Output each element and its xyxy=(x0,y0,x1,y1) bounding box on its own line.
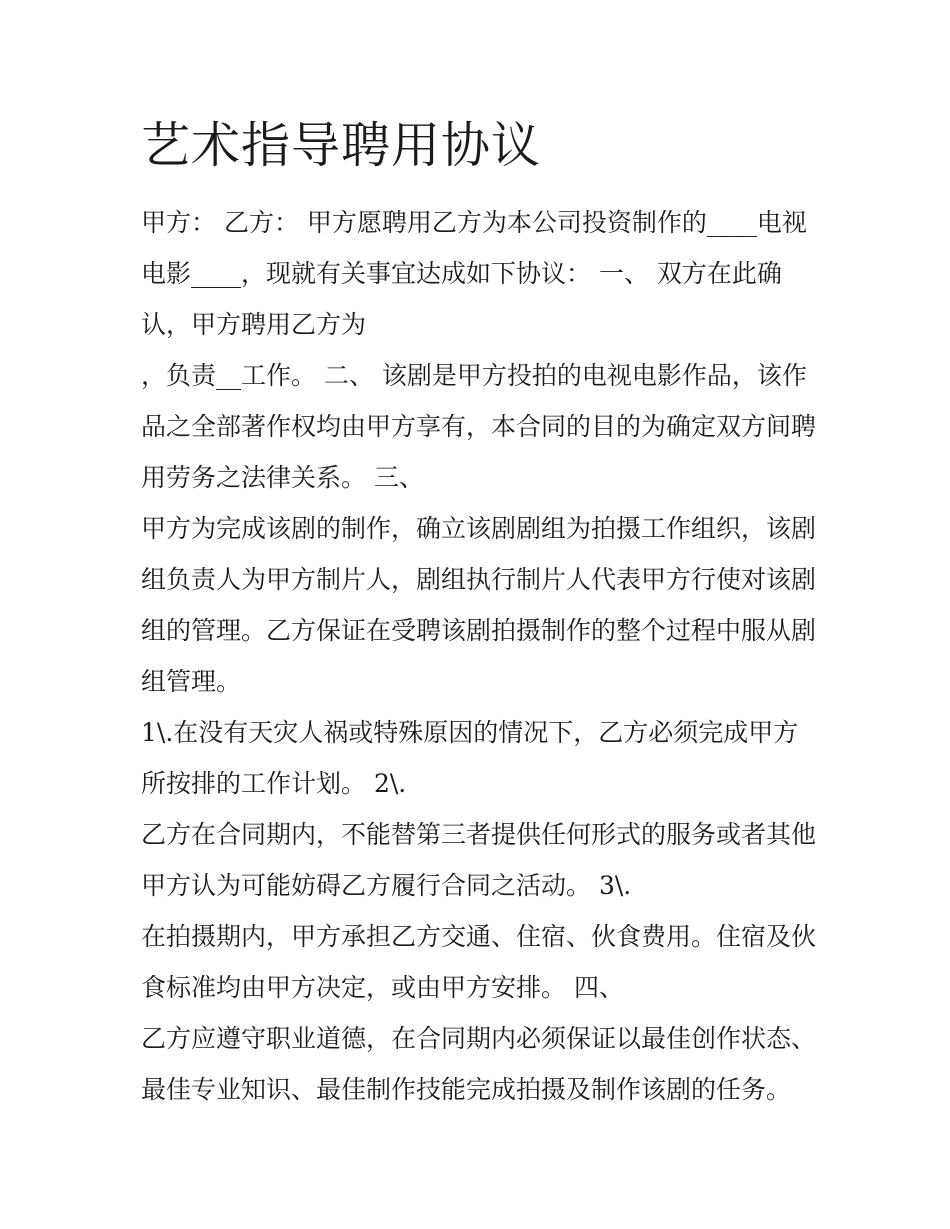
body-line: 乙方在合同期内，不能替第三者提供任何形式的服务或者其他 xyxy=(141,820,817,849)
body-line: 1\.在没有天灾人祸或特殊原因的情况下，乙方必须完成甲方 xyxy=(141,718,799,747)
document-body xyxy=(141,197,841,1115)
body-line: 组的管理。乙方保证在受聘该剧拍摄制作的整个过程中服从剧 xyxy=(141,616,817,645)
body-line: 组负责人为甲方制片人，剧组执行制片人代表甲方行使对该剧 xyxy=(141,565,817,594)
body-line: 乙方应遵守职业道德，在合同期内必须保证以最佳创作状态、 xyxy=(141,1024,817,1053)
body-line: 在拍摄期内，甲方承担乙方交通、住宿、伙食费用。住宿及伙 xyxy=(141,922,817,951)
body-line: 食标准均由甲方决定，或由甲方安排。 四、 xyxy=(141,973,624,1002)
body-line: 认，甲方聘用乙方为 xyxy=(141,310,367,339)
body-line: 电影____，现就有关事宜达成如下协议： 一、 双方在此确 xyxy=(141,259,782,288)
body-line: 甲方认为可能妨碍乙方履行合同之活动。 3\. xyxy=(141,871,632,900)
body-line: 品之全部著作权均由甲方享有，本合同的目的为确定双方间聘 xyxy=(141,412,817,441)
body-line: 甲方为完成该剧的制作，确立该剧剧组为拍摄工作组织，该剧 xyxy=(141,514,817,543)
body-line: 所按排的工作计划。 2\. xyxy=(141,769,407,798)
body-line: 组管理。 xyxy=(141,667,242,696)
body-line: 最佳专业知识、最佳制作技能完成拍摄及制作该剧的任务。 xyxy=(141,1075,792,1104)
body-line: 用劳务之法律关系。 三、 xyxy=(141,463,424,492)
body-line: ，负责__工作。 二、 该剧是甲方投拍的电视电影作品，该作 xyxy=(141,361,807,390)
body-line: 甲方： 乙方： 甲方愿聘用乙方为本公司投资制作的____电视 xyxy=(141,208,807,237)
document-title: 艺术指导聘用协议 xyxy=(141,117,542,174)
